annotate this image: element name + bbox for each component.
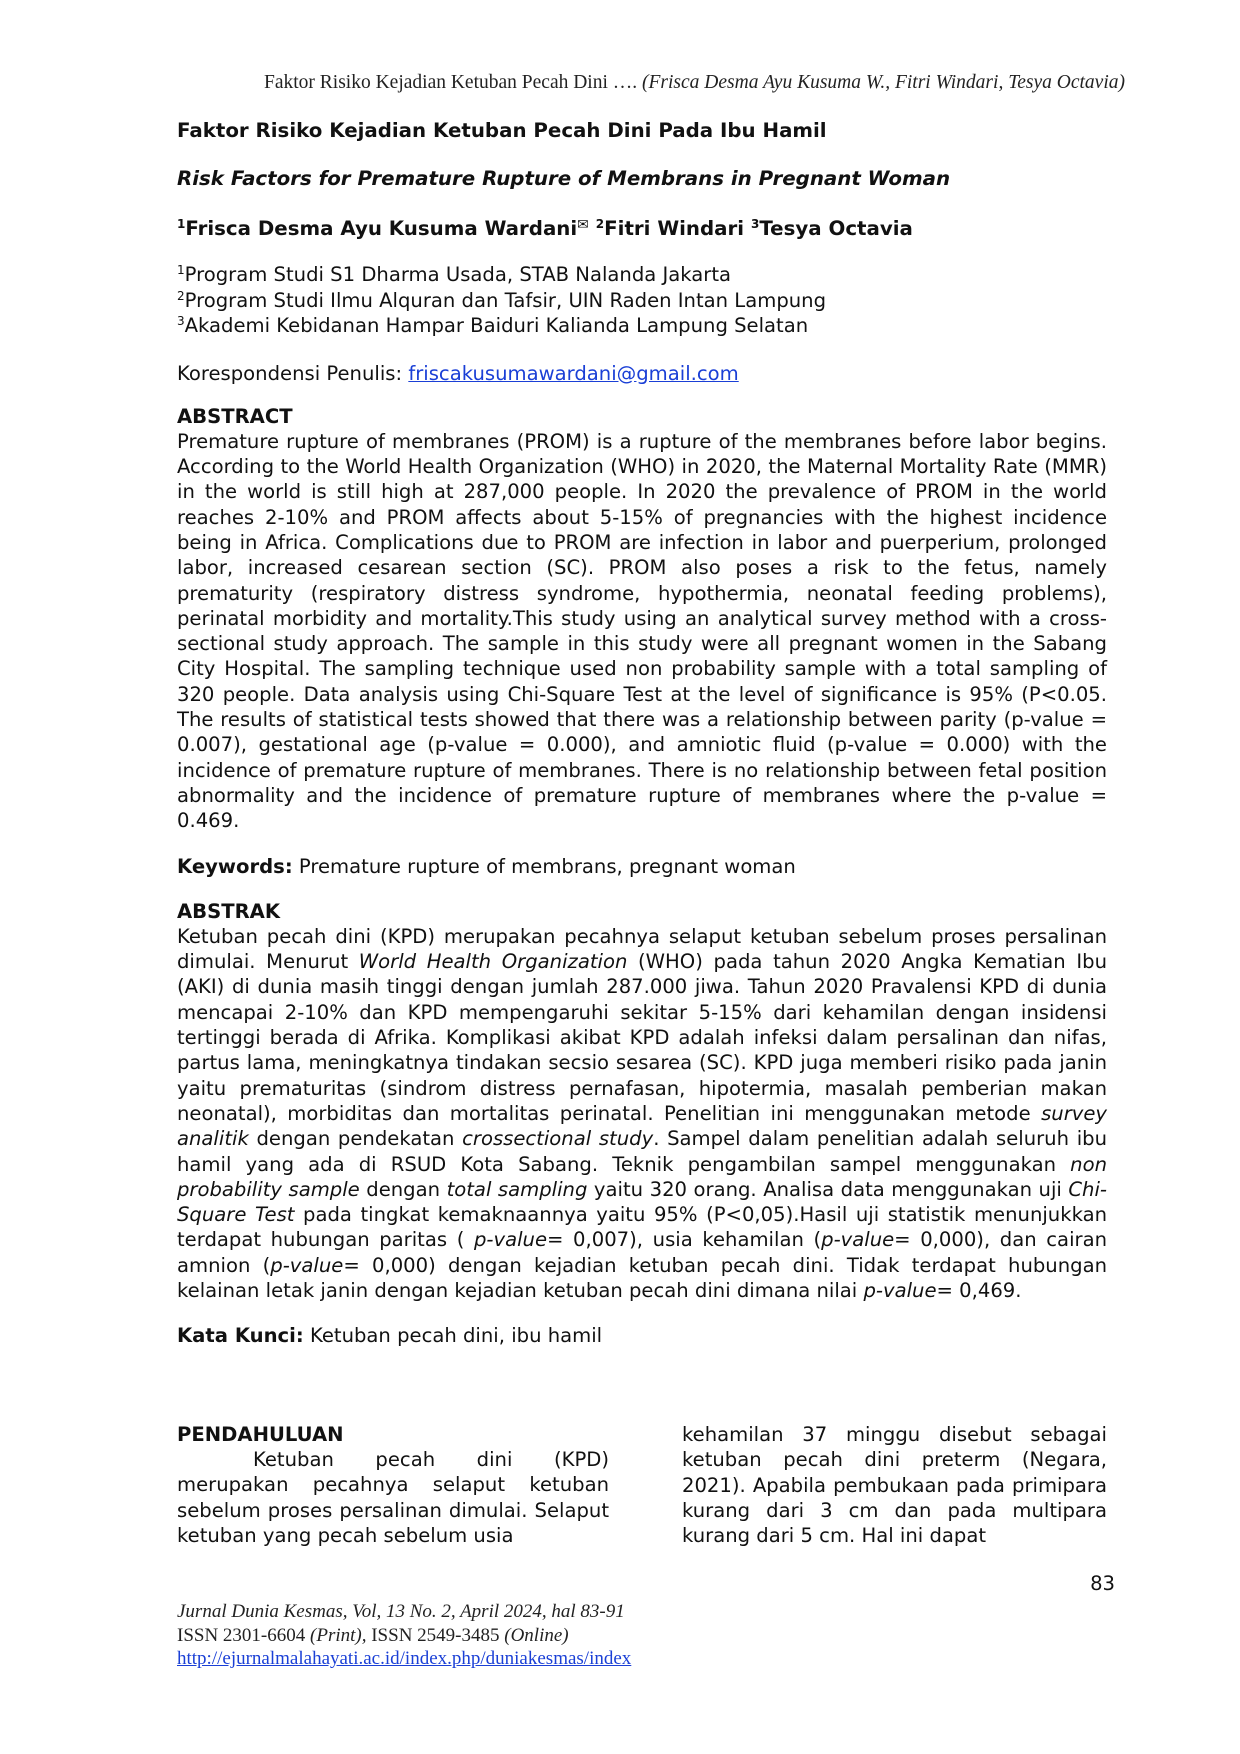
article-subtitle: Risk Factors for Premature Rupture of Membrans in Pregnant Woman (177, 167, 951, 190)
keywords-text: Premature rupture of membrans, pregnant woman (298, 854, 796, 878)
affiliation-text: Akademi Kebidanan Hampar Baiduri Kalianda Lampung Selatan (184, 314, 809, 337)
affiliation-number: 1 (177, 263, 185, 277)
keywords-label: Keywords: (177, 854, 293, 878)
abstrak-italic-term: World Health Organization (358, 950, 628, 974)
abstrak-segment: yaitu 320 orang. Analisa data menggunakan uji (587, 1177, 1069, 1201)
author-name: Tesya Octavia (759, 217, 913, 240)
running-header (0, 72, 1125, 94)
abstrak-italic-term: total sampling (446, 1177, 588, 1201)
left-column (177, 1422, 609, 1548)
intro-right-text: kehamilan 37 minggu disebut sebagai ketuban pecah dini preterm (Negara, 2021). Apabila pembukaan pada primipara kurang dari 3 cm dan pada multipara kurang dari 5 cm. Hal ini dapat (682, 1423, 1107, 1548)
affiliation (177, 313, 1107, 339)
abstrak-italic-term: p-value (473, 1228, 548, 1252)
running-header-authors: (Frisca Desma Ayu Kusuma W., Fitri Windari, Tesya Octavia) (642, 72, 1125, 93)
right-column (682, 1422, 1107, 1548)
author-name: Fitri Windari (604, 217, 745, 240)
journal-url-link[interactable]: http://ejurnalmalahayati.ac.id/index.php/duniakesmas/index (177, 1648, 632, 1669)
correspondence-label: Korespondensi Penulis: (177, 361, 403, 385)
keywords (177, 854, 1107, 879)
correspondence (177, 361, 1107, 386)
issn-print: ISSN 2301-6604 (177, 1624, 306, 1646)
abstrak-italic-term: crossectional study (462, 1127, 654, 1151)
abstrak-italic-term: p-value (270, 1253, 344, 1277)
abstrak-italic-term: p-value (821, 1228, 895, 1252)
author-number: 2 (595, 217, 605, 231)
abstrak-segment: = 0,469. (936, 1279, 1022, 1302)
abstrak-italic-term: p-value (863, 1279, 937, 1302)
kata-kunci-label: Kata Kunci: (177, 1324, 304, 1348)
abstract-heading: ABSTRACT (177, 404, 293, 428)
abstrak-segment: dengan (359, 1177, 447, 1201)
kata-kunci-text: Ketuban pecah dini, ibu hamil (309, 1324, 603, 1348)
correspondence-email-link[interactable]: friscakusumawardani@gmail.com (408, 361, 739, 385)
intro-left-text: Ketuban pecah dini (KPD) merupakan pecahnya selaput ketuban sebelum proses persalinan dimulai. Selaput ketuban yang pecah sebelum usia (177, 1448, 609, 1547)
abstrak-segment: = 0,007), usia kehamilan ( (547, 1228, 822, 1252)
kata-kunci (177, 1323, 1107, 1348)
abstrak-heading: ABSTRAK (177, 899, 281, 923)
abstrak-italic-term: survey analitik (177, 1101, 1107, 1151)
abstrak-segment: dengan pendekatan (248, 1127, 463, 1151)
affiliation (177, 288, 1107, 314)
journal-citation: Jurnal Dunia Kesmas, Vol, 13 No. 2, April 2024, hal 83-91 (177, 1601, 625, 1622)
issn-online-label: (Online) (504, 1624, 569, 1646)
abstrak-segment: pada tingkat kemaknaannya yaitu 95% (P<0,05).Hasil uji statistik menunjukkan terdapat hubungan paritas ( (177, 1203, 1107, 1252)
issn-line (177, 1624, 631, 1648)
author-name: Frisca Desma Ayu Kusuma Wardani (185, 217, 578, 240)
journal-footer (177, 1600, 631, 1671)
abstrak-segment: Ketuban pecah dini (KPD) merupakan pecahnya selaput ketuban sebelum proses persalinan dimulai. Menurut (177, 924, 1107, 974)
abstrak-italic-term: Chi-Square Test (177, 1177, 1107, 1227)
author-number: 3 (750, 217, 760, 231)
abstrak-segment: = 0,000), dan cairan amnion ( (177, 1228, 1107, 1277)
page-number: 83 (1090, 1572, 1115, 1595)
affiliation-text: Program Studi Ilmu Alquran dan Tafsir, UIN Raden Intan Lampung (184, 288, 827, 312)
affiliation-number: 2 (177, 288, 185, 303)
abstrak-text (177, 924, 1107, 1303)
abstrak-segment: . Sampel dalam penelitian adalah seluruh ibu hamil yang ada di RSUD Kota Sabang. Teknik pengambilan sampel menggunakan (177, 1127, 1107, 1176)
abstract-text: Premature rupture of membranes (PROM) is a rupture of the membranes before labor begins. According to the World Health Organization (WHO) in 2020, the Maternal Mortality Rate (MMR) in the world is still high at 287,000 people. In 2020 the prevalence of PROM in the world reaches 2-10% and PROM affects about 5-15% of pregnancies with the highest incidence being in Africa. Complications due to PROM are infection in labor and puerperium, prolonged labor, increased cesarean section (SC). PROM also poses a risk to the fetus, namely prematurity (respiratory distress syndrome, hypothermia, neonatal feeding problems), perinatal morbidity and mortality.This study using an analytical survey method with a cross-sectional study approach. The sample in this study were all pregnant women in the Sabang City Hospital. The sampling technique used non probability sample with a total sampling of 320 people. Data analysis using Chi-Square Test at the level of significance is 95% (P<0.05. The results of statistical tests showed that there was a relationship between parity (p-value = 0.007), gestational age (p-value = 0.000), and amniotic fluid (p-value = 0.000) with the incidence of premature rupture of membranes. There is no relationship between fetal position abnormality and the incidence of premature rupture of membranes where the p-value = 0.469. (177, 429, 1107, 833)
abstrak-italic-term: non probability sample (177, 1152, 1107, 1201)
issn-print-label: (Print), (310, 1624, 367, 1646)
intro-heading: PENDAHULUAN (177, 1423, 344, 1446)
abstrak-segment: (WHO) pada tahun 2020 Angka Kematian Ibu (AKI) di dunia masih tinggi dengan jumlah 287.000 jiwa. Tahun 2020 Pravalensi KPD di dunia mencapai 2-10% dan KPD mempengaruhi sekitar 5-15% dari kehamilan dengan insidensi tertinggi berada di Afrika. Komplikasi akibat KPD adalah infeksi dalam persalinan dan nifas, partus lama, meningkatnya tindakan secsio sesarea (SC). KPD juga memberi risiko pada janin yaitu prematuritas (sindrom distress pernafasan, hipotermia, masalah pemberian makan neonatal), morbiditas dan mortalitas perinatal. Penelitian ini menggunakan metode (177, 950, 1107, 1125)
article-front-matter (177, 118, 1107, 1369)
affiliation-number: 3 (177, 314, 185, 328)
envelope-icon: ✉ (577, 217, 589, 233)
affiliation-text: Program Studi S1 Dharma Usada, STAB Nalanda Jakarta (184, 263, 732, 286)
author-list (177, 212, 1107, 242)
author-number: 1 (177, 217, 186, 231)
issn-online: ISSN 2549-3485 (371, 1624, 500, 1646)
abstrak-segment: = 0,000) dengan kejadian ketuban pecah dini. Tidak terdapat hubungan kelainan letak janin dengan kejadian ketuban pecah dini dimana nilai (177, 1253, 1107, 1302)
affiliation-list (177, 262, 1107, 339)
running-header-title: Faktor Risiko Kejadian Ketuban Pecah Dini …. (264, 72, 638, 93)
article-title: Faktor Risiko Kejadian Ketuban Pecah Dini Pada Ibu Hamil (177, 119, 827, 142)
affiliation (177, 262, 1107, 288)
